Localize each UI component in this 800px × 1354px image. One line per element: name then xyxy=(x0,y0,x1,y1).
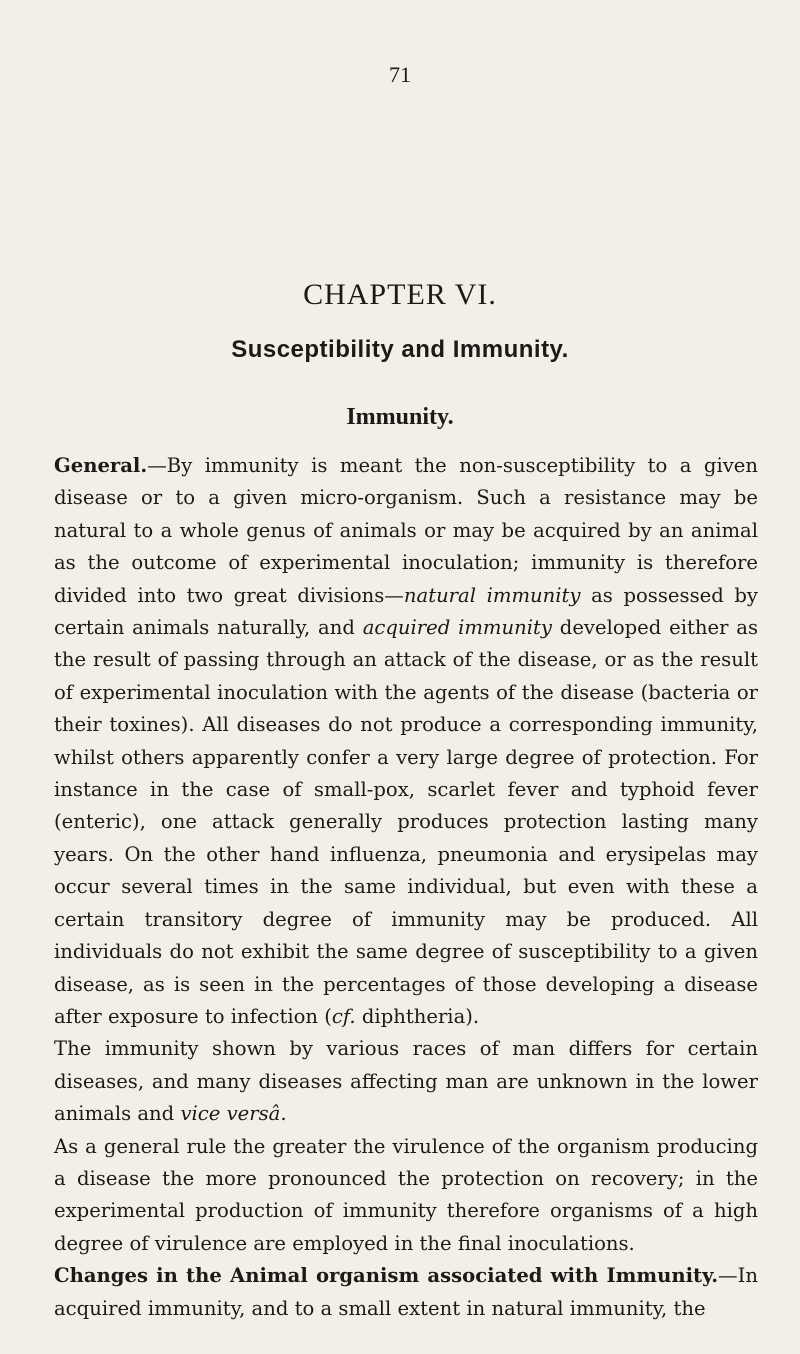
chapter-title: Susceptibility and Immunity. xyxy=(231,336,569,363)
text-segment-italic: cf. xyxy=(331,1004,356,1028)
chapter-heading: CHAPTER VI. xyxy=(303,278,497,311)
text-segment: The immunity shown by various races of man differs for certain diseases, and many diseases affecting man are unknown in the lower animals and xyxy=(54,1037,758,1126)
text-segment: as possessed by certain animals naturally, and xyxy=(54,583,758,640)
text-segment-italic: acquired immunity xyxy=(362,616,552,640)
paragraph-changes xyxy=(54,1260,758,1325)
run-in-heading: Changes in the Animal organism associated with Immunity. xyxy=(54,1264,719,1288)
paragraph-virulence xyxy=(54,1131,758,1261)
text-segment: developed either as the result of passing through an attack of the disease, or as the result of experimental inoculation with the agents of the disease (bacteria or their toxines). All diseases do not produce a corresponding immunity, whilst others apparently confer a very large degree of protection. For instance in the case of small-pox, scarlet fever and typhoid fever (enteric), one attack generally produces protection lasting many years. On the other hand influenza, pneumonia and erysipelas may occur several times in the same individual, but even with these a certain transitory degree of immunity may be produced. All individuals do not exhibit the same degree of susceptibility to a given disease, as is seen in the percentages of those developing a disease after exposure to infection ( xyxy=(54,616,758,1028)
text-segment-italic: natural immunity xyxy=(403,583,581,607)
text-segment: diphtheria). xyxy=(355,1004,480,1028)
text-segment-italic: vice versâ. xyxy=(180,1102,287,1126)
paragraph-races xyxy=(54,1033,758,1130)
text-segment: —By immunity is meant the non-susceptibility to a given disease or to a given micro-organism. Such a resistance may be natural to a whole genus of animals or may be acquired by an animal as the outcome of experimental inoculation; immunity is therefore divided into two great divisions— xyxy=(54,454,758,607)
body-text xyxy=(54,450,758,1325)
text-segment: As a general rule the greater the virulence of the organism producing a disease the more pronounced the protection on recovery; in the experimental production of immunity therefore organisms of a high degree of virulence are employed in the final inoculations. xyxy=(54,1134,758,1255)
text-segment: —In acquired immunity, and to a small extent in natural immunity, the xyxy=(54,1264,758,1320)
page-number: 71 xyxy=(389,62,411,87)
run-in-heading: General. xyxy=(54,454,148,477)
paragraph-general xyxy=(54,450,758,1033)
section-heading: Immunity. xyxy=(346,404,454,430)
